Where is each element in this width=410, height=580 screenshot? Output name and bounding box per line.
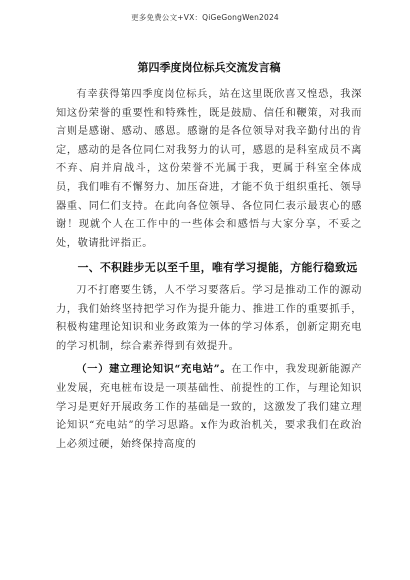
subsection-1-paragraph [56, 360, 362, 454]
watermark-text: 更多免费公文+VX：QiGeGongWen2024 [131, 13, 279, 22]
section-1-paragraph: 刀不打磨要生锈，人不学习要落后。学习是推动工作的源动力，我们始终坚持把学习作为提升能力、推进工作的重要抓手，积极构建理论知识和业务政策为一体的学习体系，创新定期充电的学习机制，综合素养得到有效提升。 [56, 284, 362, 352]
document-title: 第四季度岗位标兵交流发言稿 [137, 61, 281, 74]
subsection-1-text: 在工作中，我发现新能源产业发展，充电桩布设是一项基础性、前提性的工作，与理论知识学习是更好开展政务工作的基础是一致的，这激发了我们建立理论知识“充电站”的学习思路。x作为政治机关，要求我们在政治上必须过硬，始终保持高度的 [56, 364, 362, 450]
subsection-heading-1: （一）建立理论知识“充电站”。 [76, 363, 232, 376]
section-heading-1: 一、不积跬步无以至千里，唯有学习提能，方能行稳致远 [77, 261, 358, 275]
intro-paragraph: 有幸获得第四季度岗位标兵，站在这里既欣喜又惶恐，我深知这份荣誉的重要性和特殊性，既是鼓励、信任和鞭策，对我而言则是感谢、感动、感恩。感谢的是各位领导对我辛勤付出的肯定，感动的是各位同仁对我努力的认可，感恩的是科室成员不离不弃、肩并肩战斗，这份荣誉不光属于我，更属于科室全体成员，我们唯有不懈努力、加压奋进，才能不负于组织重托、领导器重、同仁们支持。在此向各位领导、各位同仁表示最衷心的感谢！现就个人在工作中的一些体会和感悟与大家分享，不妥之处，敬请批评指正。 [56, 89, 362, 249]
